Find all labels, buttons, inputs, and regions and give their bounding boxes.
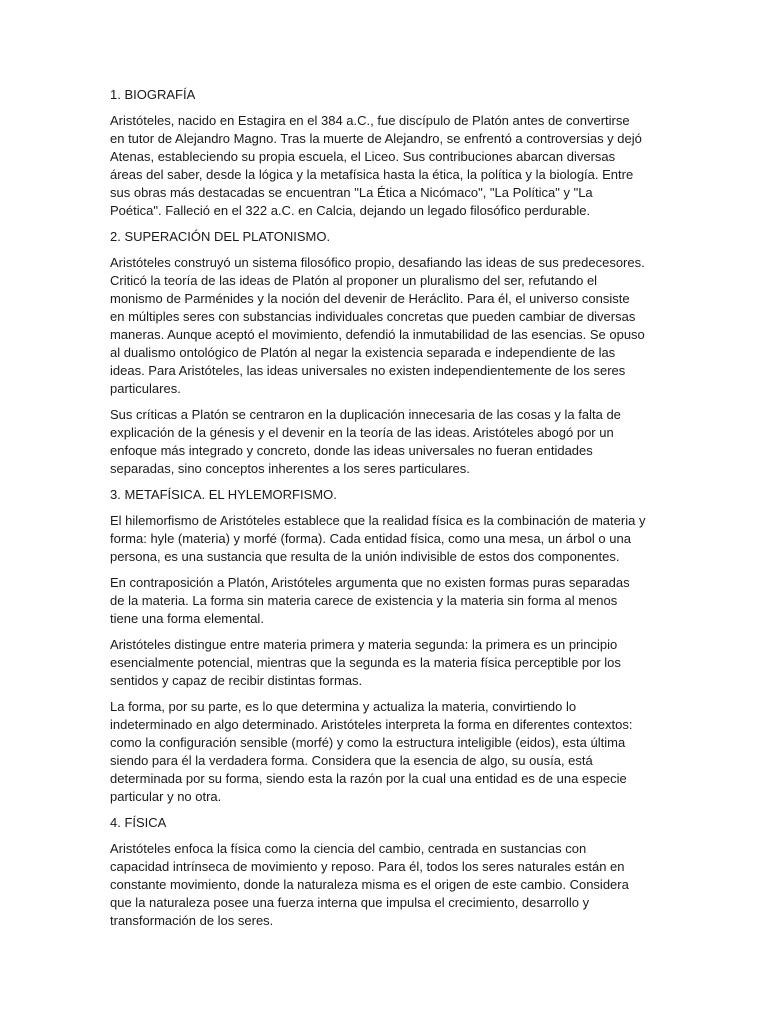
document-body <box>110 86 646 938</box>
section-heading-superacion-platonismo: 2. SUPERACIÓN DEL PLATONISMO. <box>110 229 331 244</box>
section-heading-metafisica: 3. METAFÍSICA. EL HYLEMORFISMO. <box>110 487 337 502</box>
paragraph: En contraposición a Platón, Aristóteles argumenta que no existen formas puras separadas de la materia. La forma sin materia carece de existencia y la materia sin forma al menos tiene una forma elemental. <box>110 575 630 626</box>
paragraph: Aristóteles enfoca la física como la ciencia del cambio, centrada en sustancias con capacidad intrínseca de movimiento y reposo. Para él, todos los seres naturales están en constante movimiento, donde la naturaleza misma es el origen de este cambio. Considera que la naturaleza posee una fuerza interna que impulsa el crecimiento, desarrollo y transformación de los seres. <box>110 841 629 928</box>
paragraph: Aristóteles construyó un sistema filosófico propio, desafiando las ideas de sus predecesores. Criticó la teoría de las ideas de Platón al proponer un pluralismo del ser, refutando el monismo de Parménides y la noción del devenir de Heráclito. Para él, el universo consiste en múltiples seres con substancias individuales concretas que pueden cambiar de diversas maneras. Aunque aceptó el movimiento, defendió la inmutabilidad de las esencias. Se opuso al dualismo ontológico de Platón al negar la existencia separada e independiente de las ideas. Para Aristóteles, las ideas universales no existen independientemente de los seres particulares. <box>110 255 645 396</box>
paragraph: Aristóteles distingue entre materia primera y materia segunda: la primera es un principio esencialmente potencial, mientras que la segunda es la materia física perceptible por los sentidos y capaz de recibir distintas formas. <box>110 637 621 688</box>
paragraph: Sus críticas a Platón se centraron en la duplicación innecesaria de las cosas y la falta de explicación de la génesis y el devenir en la teoría de las ideas. Aristóteles abogó por un enfoque más integrado y concreto, donde las ideas universales no fueran entidades separadas, sino conceptos inherentes a los seres particulares. <box>110 407 621 476</box>
paragraph: El hilemorfismo de Aristóteles establece que la realidad física es la combinación de materia y forma: hyle (materia) y morfé (forma). Cada entidad física, como una mesa, un árbol o una persona, es una sustancia que resulta de la unión indivisible de estos dos componentes. <box>110 513 646 564</box>
section-heading-biografia: 1. BIOGRAFÍA <box>110 87 196 102</box>
paragraph: Aristóteles, nacido en Estagira en el 384 a.C., fue discípulo de Platón antes de convertirse en tutor de Alejandro Magno. Tras la muerte de Alejandro, se enfrentó a controversias y dejó Atenas, estableciendo su propia escuela, el Liceo. Sus contribuciones abarcan diversas áreas del saber, desde la lógica y la metafísica hasta la ética, la política y la biología. Entre sus obras más destacadas se encuentran "La Ética a Nicómaco", "La Política" y "La Poética". Falleció en el 322 a.C. en Calcia, dejando un legado filosófico perdurable. <box>110 113 642 218</box>
section-heading-fisica: 4. FÍSICA <box>110 815 167 830</box>
paragraph: La forma, por su parte, es lo que determina y actualiza la materia, convirtiendo lo indeterminado en algo determinado. Aristóteles interpreta la forma en diferentes contextos: como la configuración sensible (morfé) y como la estructura inteligible (eidos), esta última siendo para él la verdadera forma. Considera que la esencia de algo, su ousía, está determinada por su forma, siendo esta la razón por la cual una entidad es de una especie particular y no otra. <box>110 699 633 804</box>
